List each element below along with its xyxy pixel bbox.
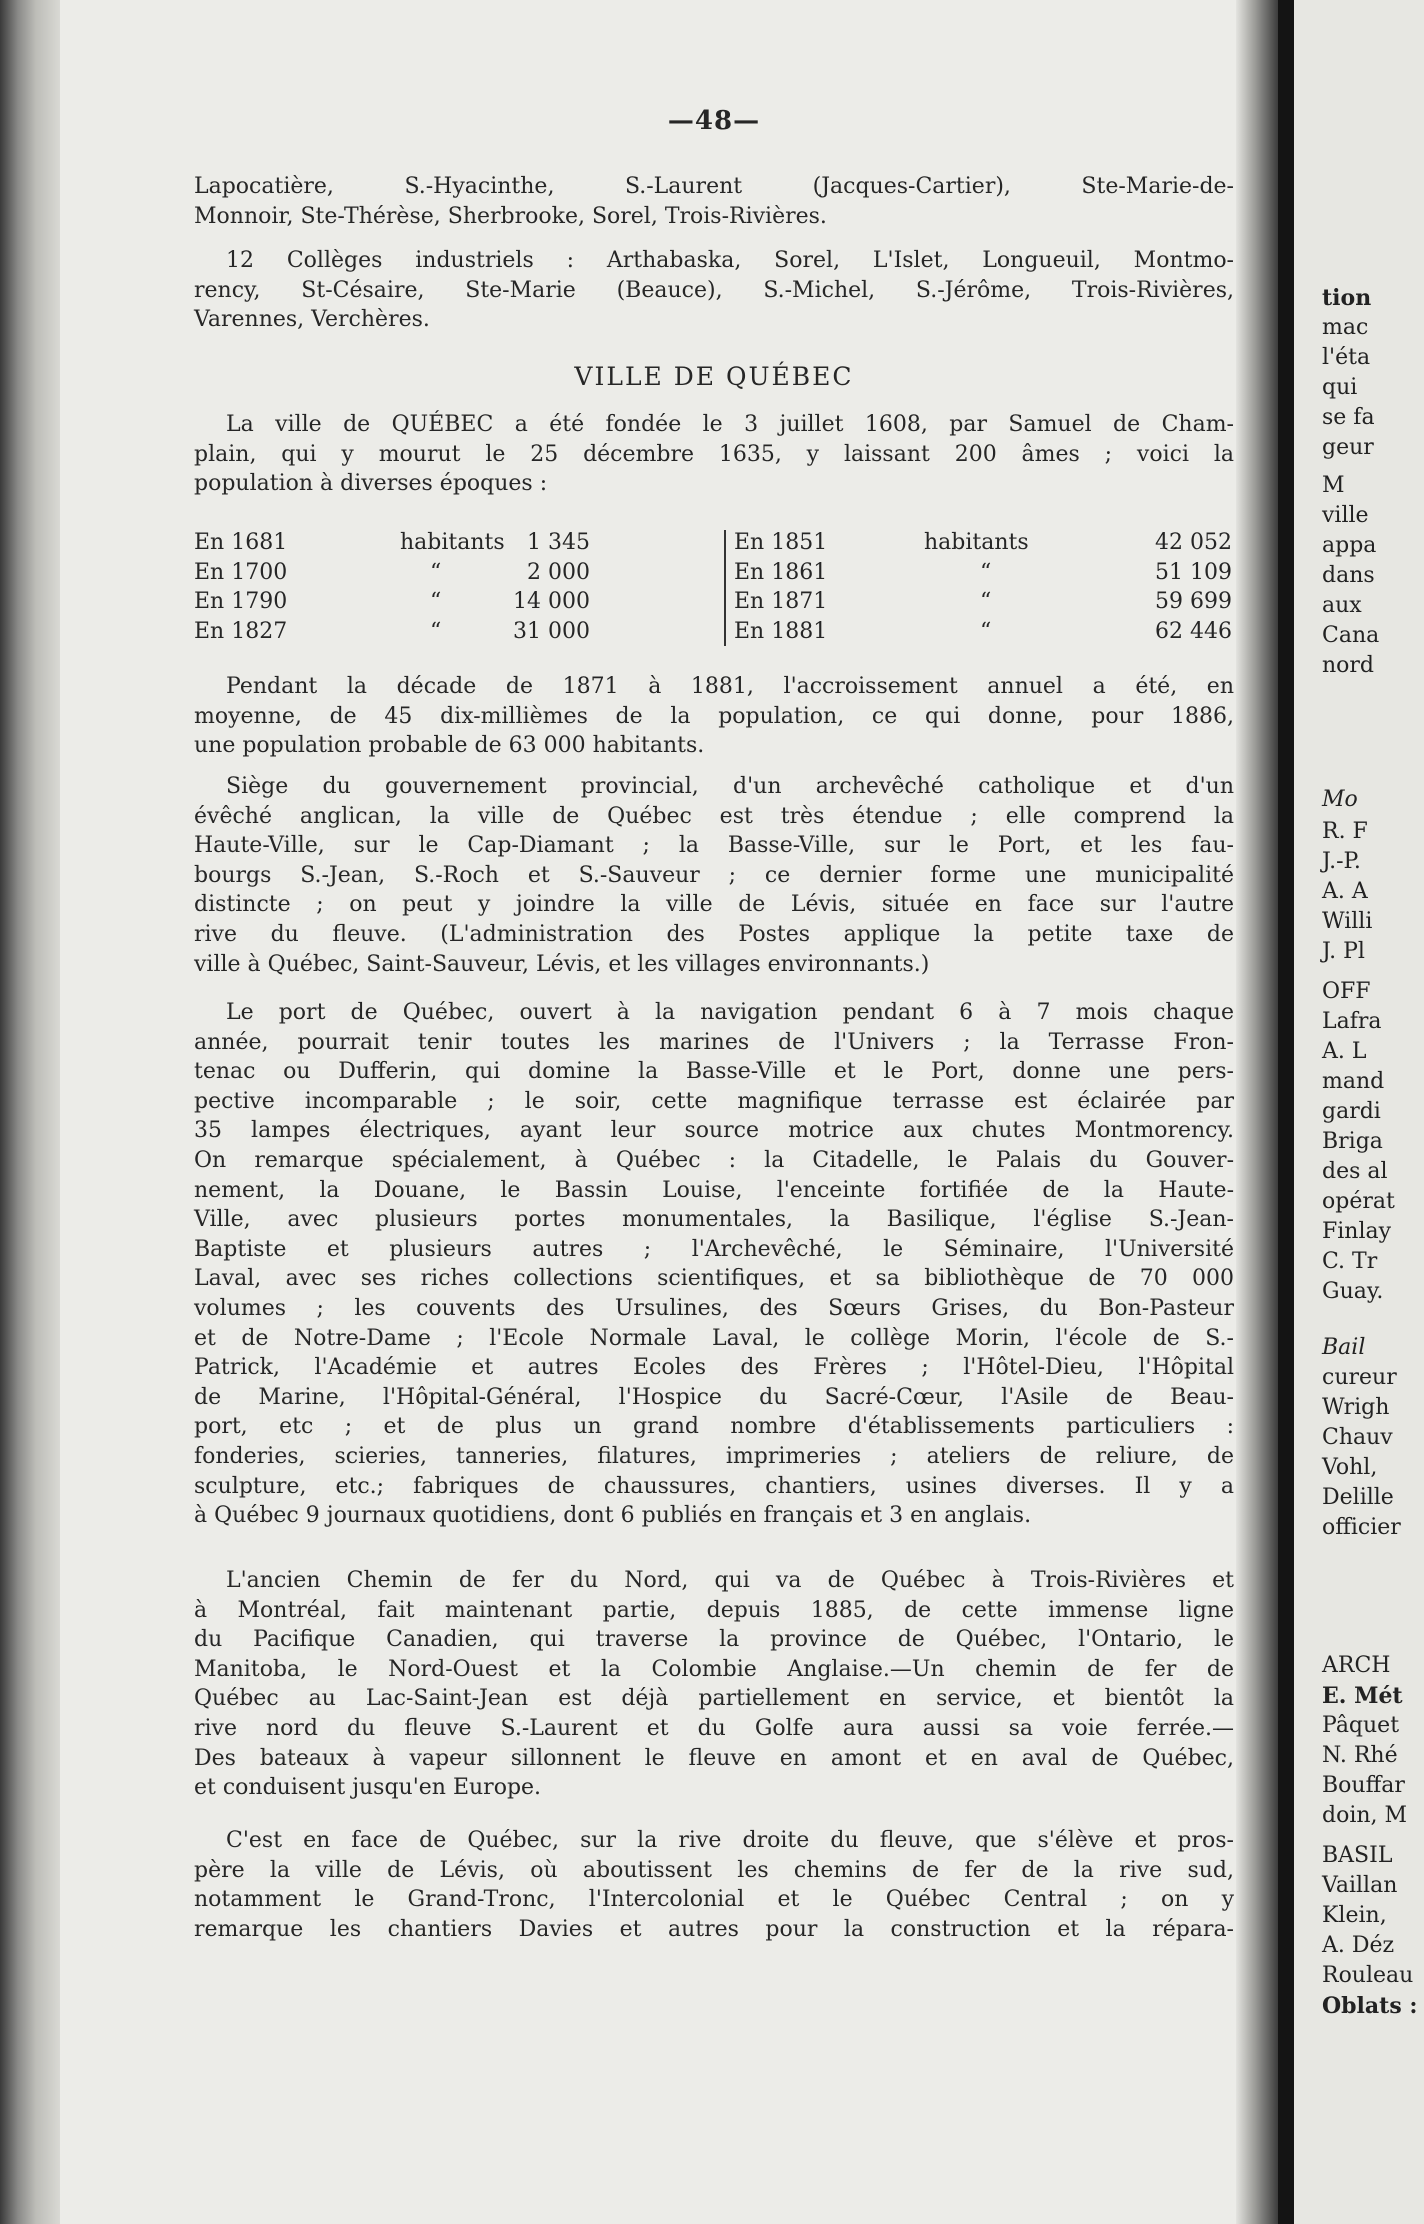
right-fragment-line: cureur (1322, 1365, 1397, 1390)
right-fragment-line: C. Tr (1322, 1249, 1378, 1274)
right-fragment-line: A. L (1322, 1039, 1367, 1064)
text-line: Siège du gouvernement provincial, d'un archevêché catholique et d'un (226, 774, 1234, 799)
text-line: Baptiste et plusieurs autres ; l'Archevêché, le Séminaire, l'Université (194, 1236, 1234, 1262)
text-line: pective incomparable ; le soir, cette magnifique terrasse est éclairée par (194, 1088, 1234, 1114)
right-fragment-line: A. Déz (1322, 1933, 1395, 1958)
levis-paragraph (194, 1826, 1234, 1944)
text-line: plain, qui y mourut le 25 décembre 1635, y laissant 200 âmes ; voici la (194, 441, 1234, 467)
text-line: Pendant la décade de 1871 à 1881, l'accroissement annuel a été, en (226, 674, 1234, 699)
text-line: Ville, avec plusieurs portes monumentales, la Basilique, l'église S.-Jean- (194, 1207, 1234, 1233)
right-fragment-line: ARCH (1322, 1653, 1391, 1678)
table-row (194, 587, 1234, 617)
right-page-fragment (1294, 0, 1424, 2224)
unit-cell: “ (430, 618, 442, 644)
text-line: Monnoir, Ste-Thérèse, Sherbrooke, Sorel, Trois-Rivières. (194, 203, 827, 229)
unit-cell: “ (430, 589, 442, 615)
population-table (194, 528, 1234, 646)
right-fragment-line: gardi (1322, 1099, 1381, 1124)
port-paragraph (194, 998, 1234, 1531)
text-line: port, etc ; et de plus un grand nombre d'établissements particuliers : (194, 1414, 1234, 1440)
text-line: à Montréal, fait maintenant partie, depuis 1885, de cette immense ligne (194, 1597, 1234, 1623)
text-line: population à diverses époques : (194, 471, 548, 497)
right-fragment-line: l'éta (1322, 345, 1371, 370)
text-line: année, pourrait tenir toutes les marines de l'Univers ; la Terrasse Fron- (194, 1029, 1234, 1055)
text-line: 35 lampes électriques, ayant leur source motrice aux chutes Montmorency. (194, 1118, 1234, 1144)
text-line: rive du fleuve. (L'administration des Postes applique la petite taxe de (194, 921, 1234, 947)
text-line: rency, St-Césaire, Ste-Marie (Beauce), S.-Michel, S.-Jérôme, Trois-Rivières, (194, 277, 1234, 303)
text-line: Le port de Québec, ouvert à la navigation pendant 6 à 7 mois chaque (226, 1000, 1234, 1025)
text-line: distincte ; on peut y joindre la ville de Lévis, située en face sur l'autre (194, 892, 1234, 918)
text-line: rive nord du fleuve S.-Laurent et du Golfe aura aussi sa voie ferrée.— (194, 1715, 1234, 1741)
right-fragment-line: Klein, (1322, 1903, 1387, 1928)
year-cell: En 1790 (194, 589, 288, 615)
book-spine-edge (0, 0, 60, 2224)
text-line: La ville de QUÉBEC a été fondée le 3 juillet 1608, par Samuel de Cham- (226, 412, 1234, 437)
right-fragment-line: Guay. (1322, 1279, 1384, 1304)
year-cell: En 1827 (194, 618, 288, 644)
fondation-paragraph (194, 410, 1234, 499)
text-line: tenac ou Dufferin, qui domine la Basse-Ville et le Port, donne une pers- (194, 1059, 1234, 1085)
unit-cell: “ (980, 559, 992, 585)
right-fragment-line: geur (1322, 435, 1374, 460)
table-row (194, 528, 1234, 558)
section-title: VILLE DE QUÉBEC (574, 362, 854, 391)
right-fragment-line: OFF (1322, 979, 1371, 1004)
right-fragment-line: nord (1322, 653, 1375, 678)
right-fragment-line: BASIL (1322, 1843, 1393, 1868)
text-line: remarque les chantiers Davies et autres pour la construction et la répara- (194, 1916, 1234, 1942)
text-line: Manitoba, le Nord-Ouest et la Colombie Anglaise.—Un chemin de fer de (194, 1656, 1234, 1682)
right-fragment-line: tion (1322, 285, 1372, 311)
count-cell: 42 052 (1155, 530, 1232, 555)
right-fragment-line: Bouffar (1322, 1773, 1405, 1798)
year-cell: En 1871 (734, 589, 828, 615)
right-fragment-line: A. A (1322, 879, 1368, 904)
text-line: bourgs S.-Jean, S.-Roch et S.-Sauveur ; ce dernier forme une municipalité (194, 862, 1234, 888)
seminaires-paragraph (194, 172, 1234, 231)
right-fragment-line: J.-P. (1322, 849, 1361, 874)
right-fragment-line: Briga (1322, 1129, 1383, 1154)
text-line: évêché anglican, la ville de Québec est très étendue ; elle comprend la (194, 803, 1234, 829)
count-cell: 1 345 (527, 530, 590, 555)
right-fragment-line: dans (1322, 563, 1375, 588)
text-line: On remarque spécialement, à Québec : la Citadelle, le Palais du Gouver- (194, 1147, 1234, 1173)
right-fragment-line: mand (1322, 1069, 1385, 1094)
text-line: père la ville de Lévis, où aboutissent les chemins de fer de la rive sud, (194, 1857, 1234, 1883)
unit-cell: habitants (400, 530, 505, 555)
right-fragment-line: Bail (1322, 1335, 1366, 1360)
text-line: Laval, avec ses riches collections scientifiques, et sa bibliothèque de 70 000 (194, 1266, 1234, 1292)
right-fragment-line: Mo (1322, 787, 1358, 812)
year-cell: En 1700 (194, 559, 288, 585)
siege-paragraph (194, 772, 1234, 979)
text-line: L'ancien Chemin de fer du Nord, qui va de Québec à Trois-Rivières et (226, 1568, 1234, 1593)
text-line: Québec au Lac-Saint-Jean est déjà partiellement en service, et bientôt la (194, 1686, 1234, 1712)
right-fragment-line: Cana (1322, 623, 1380, 648)
right-fragment-line: opérat (1322, 1189, 1395, 1214)
right-fragment-line: M (1322, 473, 1345, 498)
unit-cell: habitants (924, 530, 1029, 555)
decade-paragraph (194, 672, 1234, 761)
text-line: sculpture, etc.; fabriques de chaussures, chantiers, usines diverses. Il y a (194, 1473, 1234, 1499)
table-divider (724, 530, 726, 646)
right-fragment-line: E. Mét (1322, 1683, 1403, 1709)
right-fragment-line: appa (1322, 533, 1377, 558)
text-line: Lapocatière, S.-Hyacinthe, S.-Laurent (Jacques-Cartier), Ste-Marie-de- (194, 174, 1234, 199)
count-cell: 14 000 (513, 589, 590, 615)
text-line: et conduisent jusqu'en Europe. (194, 1775, 542, 1801)
count-cell: 59 699 (1155, 589, 1232, 615)
page-number: —48— (667, 106, 761, 136)
page-gutter (1236, 0, 1278, 2224)
text-line: Varennes, Verchères. (194, 307, 430, 333)
right-fragment-line: Pâquet (1322, 1713, 1400, 1738)
right-fragment-line: Lafra (1322, 1009, 1382, 1034)
right-fragment-line: Finlay (1322, 1219, 1392, 1244)
text-line: fonderies, scieries, tanneries, filatures, imprimeries ; ateliers de reliure, de (194, 1443, 1234, 1469)
right-fragment-line: Delille (1322, 1485, 1394, 1510)
text-line: à Québec 9 journaux quotidiens, dont 6 publiés en français et 3 en anglais. (194, 1503, 1032, 1529)
right-fragment-line: qui (1322, 375, 1358, 400)
right-fragment-line: Vaillan (1322, 1873, 1398, 1898)
right-fragment-line: Oblats : (1322, 1993, 1418, 2019)
right-fragment-line: aux (1322, 593, 1362, 618)
right-fragment-line: R. F (1322, 819, 1368, 844)
right-fragment-line: doin, M (1322, 1803, 1408, 1828)
text-line: volumes ; les couvents des Ursulines, des Sœurs Grises, du Bon-Pasteur (194, 1295, 1234, 1321)
text-line: C'est en face de Québec, sur la rive droite du fleuve, que s'élève et pros- (226, 1828, 1234, 1853)
binding-shadow (1278, 0, 1294, 2224)
text-line: de Marine, l'Hôpital-Général, l'Hospice du Sacré-Cœur, l'Asile de Beau- (194, 1384, 1234, 1410)
text-line: et de Notre-Dame ; l'Ecole Normale Laval, le collège Morin, l'école de S.- (194, 1325, 1234, 1351)
year-cell: En 1851 (734, 530, 828, 555)
chemin-de-fer-paragraph (194, 1566, 1234, 1803)
text-line: notamment le Grand-Tronc, l'Intercolonial et le Québec Central ; on y (194, 1887, 1234, 1913)
right-fragment-line: officier (1322, 1515, 1401, 1540)
text-line: Patrick, l'Académie et autres Ecoles des Frères ; l'Hôtel-Dieu, l'Hôpital (194, 1355, 1234, 1381)
right-fragment-line: mac (1322, 315, 1369, 340)
text-line: du Pacifique Canadien, qui traverse la province de Québec, l'Ontario, le (194, 1627, 1234, 1653)
text-line: nement, la Douane, le Bassin Louise, l'enceinte fortifiée de la Haute- (194, 1177, 1234, 1203)
count-cell: 62 446 (1155, 618, 1232, 644)
text-line: Haute-Ville, sur le Cap-Diamant ; la Basse-Ville, sur le Port, et les fau- (194, 833, 1234, 859)
right-fragment-line: N. Rhé (1322, 1743, 1398, 1768)
unit-cell: “ (980, 618, 992, 644)
unit-cell: “ (430, 559, 442, 585)
right-fragment-line: Rouleau (1322, 1963, 1414, 1988)
count-cell: 2 000 (527, 559, 590, 585)
table-row (194, 617, 1234, 647)
year-cell: En 1881 (734, 618, 828, 644)
text-line: 12 Collèges industriels : Arthabaska, Sorel, L'Islet, Longueuil, Montmo- (226, 248, 1234, 273)
colleges-paragraph (194, 246, 1234, 335)
count-cell: 31 000 (513, 618, 590, 644)
right-fragment-line: Chauv (1322, 1425, 1393, 1450)
text-line: Des bateaux à vapeur sillonnent le fleuve en amont et en aval de Québec, (194, 1745, 1234, 1771)
text-line: moyenne, de 45 dix-millièmes de la population, ce qui donne, pour 1886, (194, 703, 1234, 729)
unit-cell: “ (980, 589, 992, 615)
right-fragment-line: des al (1322, 1159, 1388, 1184)
right-fragment-line: ville (1322, 503, 1369, 528)
count-cell: 51 109 (1155, 559, 1232, 585)
right-fragment-line: Willi (1322, 909, 1373, 934)
right-fragment-line: Wrigh (1322, 1395, 1390, 1420)
right-fragment-line: se fa (1322, 405, 1375, 430)
year-cell: En 1681 (194, 530, 288, 555)
year-cell: En 1861 (734, 559, 828, 585)
text-line: une population probable de 63 000 habitants. (194, 733, 705, 759)
text-line: ville à Québec, Saint-Sauveur, Lévis, et les villages environnants.) (194, 951, 930, 977)
right-fragment-line: J. Pl (1322, 939, 1365, 964)
table-row (194, 558, 1234, 588)
right-fragment-line: Vohl, (1322, 1455, 1378, 1480)
